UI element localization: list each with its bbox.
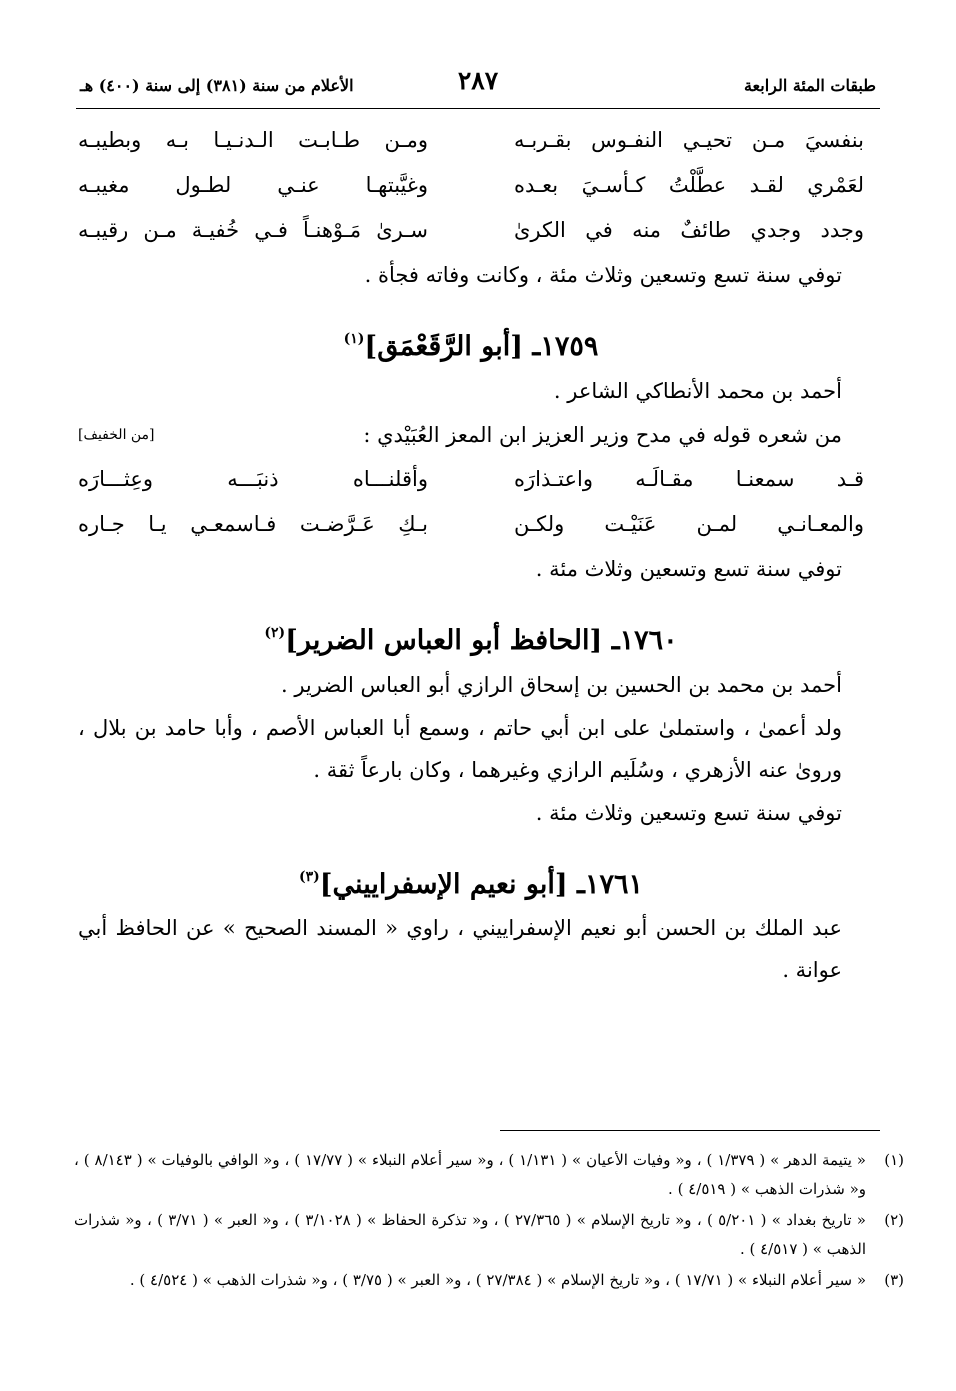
verse-second-hemistich: سـرىٰ مَـوْهنـاً فـي خُفيـة مـن رقيبـه: [78, 218, 428, 242]
footnote-number: (٢): [884, 1211, 904, 1229]
death-note: توفي سنة تسع وتسعين وثلاث مئة .: [535, 801, 842, 825]
footnote: [74, 1146, 904, 1204]
footnote-text: « يتيمة الدهر » ( ١/٣٧٩ ) ، و« وفيات الأعيان » ( ١/١٣١ ) ، و« سير أعلام النبلاء » ( ١٧/٧٧ ) ، و« الوافي بالوفيات » ( ٨/١٤٣ ) ، و« شذرات الذهب » ( ٤/٥١٩ ) .: [74, 1151, 866, 1198]
footnote-ref: (٢): [264, 625, 286, 641]
entry-title-1760: [78, 591, 864, 663]
verse-line: [78, 208, 864, 253]
poem-intro-line: [78, 413, 864, 457]
footnote-text: « سير أعلام النبلاء » ( ١٧/٧١ ) ، و« تاريخ الإسلام » ( ٢٧/٣٨٤ ) ، و« العبر » ( ٣/٧٥ ) ، و« شذرات الذهب » ( ٤/٥٢٤ ) .: [129, 1271, 866, 1289]
running-header-range: الأعلام من سنة (٣٨١) إلى سنة (٤٠٠) هـ: [80, 76, 354, 95]
verse-first-hemistich: وجدد وجدي طائفٌ منه في الكرىٰ: [514, 218, 864, 242]
entry-body: عبد الملك بن الحسن أبو نعيم الإسفراييني ، راوي « المسند الصحيح » عن الحافظ أبي عوانة .: [78, 916, 842, 982]
page-number: ٢٨٧: [457, 66, 499, 95]
entry-name-line: أحمد بن محمد الأنطاكي الشاعر .: [553, 379, 842, 403]
verse-line: [78, 118, 864, 163]
verse-second-hemistich: وأقلنـــاه ذنبَـــه وعِثـــارَه: [78, 467, 428, 491]
verse-first-hemistich: قـد سمعنـا مقـالَـه واعتـذارَه: [514, 467, 864, 491]
verse-second-hemistich: وغيَّبتهـا عنـي لطـول مغيبـه: [78, 173, 428, 197]
entry-title-1761: [78, 835, 864, 907]
verse-first-hemistich: بنفسيَ مـن تحيـي النفـوس بقـربـه: [514, 128, 864, 152]
footnote-ref: (١): [343, 331, 365, 347]
verse-line: [78, 502, 864, 547]
page-body: [78, 118, 864, 991]
entry-body: ولد أعمىٰ ، واستملىٰ على ابن أبي حاتم ، وسمع أبا العباس الأصم ، وأبا حامد بن بلال ، وروىٰ عنه الأزهري ، وسُلَيم الرازي وغيرهما ، وكان بارعاً ثقة .: [78, 716, 842, 782]
footnote-number: (١): [884, 1151, 904, 1169]
footnote-number: (٣): [884, 1271, 904, 1289]
verse-first-hemistich: والمعـانـي لمـن عَنَيْـت ولكـن: [514, 512, 864, 536]
entry-title-text: ١٧٦٠ـ [الحافظ أبو العباس الضرير]: [285, 625, 678, 656]
header-rule: [76, 108, 880, 109]
footnote-text: « تاريخ بغداد » ( ٥/٢٠١ ) ، و« تاريخ الإسلام » ( ٢٧/٣٦٥ ) ، و« تذكرة الحفاظ » ( ٣/١٠٢٨ ) ، و« العبر » ( ٣/٧١ ) ، و« شذرات الذهب » ( ٤/٥١٧ ) .: [74, 1211, 866, 1258]
entry-title-text: ١٧٦١ـ [أبو نعيم الإسفراييني]: [319, 869, 643, 900]
footnote: [74, 1266, 904, 1295]
poetic-meter: [من الخفيف]: [78, 427, 155, 443]
poem-intro: من شعره قوله في مدح وزير العزيز ابن المعز العُبَيْدي :: [363, 423, 842, 447]
running-header-title: طبقات المئة الرابعة: [743, 76, 876, 95]
footnote-ref: (٣): [299, 869, 320, 885]
death-note: توفي سنة تسع وتسعين وثلاث مئة ، وكانت وفاته فجأة .: [364, 263, 842, 287]
entry-title-1759: [78, 297, 864, 369]
verse-line: [78, 457, 864, 502]
verse-first-hemistich: لعَمْري لقـد عطَّلْتُ كـأسـيَ بعـده: [514, 173, 864, 197]
entry-title-text: ١٧٥٩ـ [أبو الرَّقَعْمَق]: [364, 331, 599, 362]
entry-name-line: أحمد بن محمد بن الحسين بن إسحاق الرازي أبو العباس الضرير .: [280, 673, 842, 697]
verse-line: [78, 163, 864, 208]
footnote-rule: [500, 1130, 880, 1131]
verse-second-hemistich: ومـن طـابـت الـدنـيـا بـه وبطيبـه: [78, 128, 428, 152]
footnote: [74, 1206, 904, 1264]
verse-second-hemistich: بـكِ عَـرَّضـت فـاسمعـي يـا جـاره: [78, 512, 428, 536]
death-note: توفي سنة تسع وتسعين وثلاث مئة .: [535, 557, 842, 581]
footnotes: [74, 1146, 904, 1297]
